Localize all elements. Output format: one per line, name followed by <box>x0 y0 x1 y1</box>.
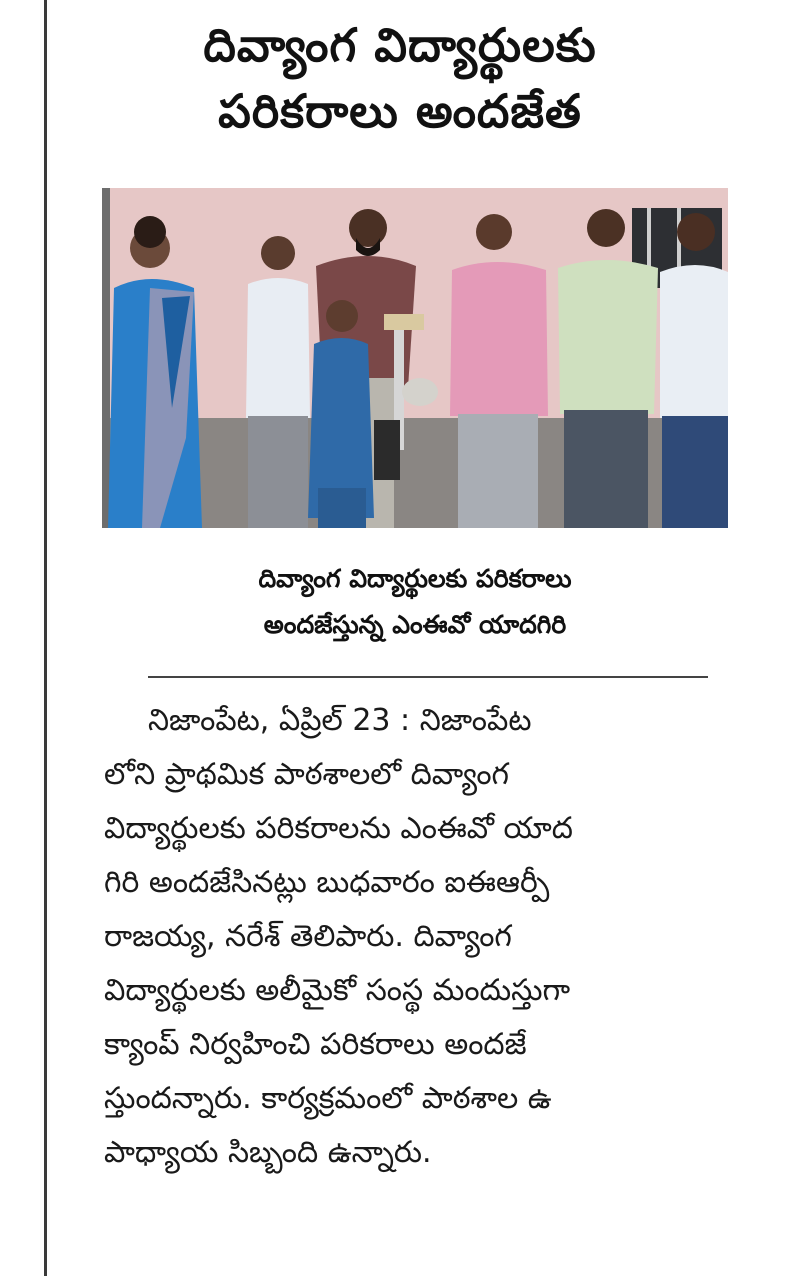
article-body <box>104 694 728 1180</box>
news-clipping <box>60 0 750 1276</box>
headline-line-1: దివ్యాంగ విద్యార్థులకు <box>203 18 597 72</box>
article-line: నిజాంపేట, ఏప్రిల్ 23 : నిజాంపేట <box>148 703 532 738</box>
column-divider <box>44 0 47 1276</box>
headline-line-2: పరికరాలు అందజేత <box>218 84 582 138</box>
article-line: లోని ప్రాథమిక పాఠశాలలో దివ్యాంగ <box>104 757 510 792</box>
headline <box>80 12 720 144</box>
group-photo <box>102 188 728 528</box>
photo-caption <box>102 556 728 648</box>
caption-line-2: అందజేస్తున్న ఎంఈవో యాదగిరి <box>263 610 567 639</box>
article-line: గిరి అందజేసినట్లు బుధవారం ఐఈఆర్పీ <box>104 865 550 900</box>
caption-line-1: దివ్యాంగ విద్యార్థులకు పరికరాలు <box>258 564 572 593</box>
caption-divider <box>148 676 708 678</box>
article-line: విద్యార్థులకు అలీమైకో సంస్థ మందుస్తుగా <box>104 973 571 1008</box>
article-line: విద్యార్థులకు పరికరాలను ఎంఈవో యాద <box>104 811 573 846</box>
article-line: పాధ్యాయ సిబ్బంది ఉన్నారు. <box>104 1135 432 1170</box>
article-line: రాజయ్య, నరేశ్ తెలిపారు. దివ్యాంగ <box>104 919 512 954</box>
article-line: స్తుందన్నారు. కార్యక్రమంలో పాఠశాల ఉ <box>104 1081 552 1116</box>
article-line: క్యాంప్ నిర్వహించి పరికరాలు అందజే <box>104 1027 527 1062</box>
